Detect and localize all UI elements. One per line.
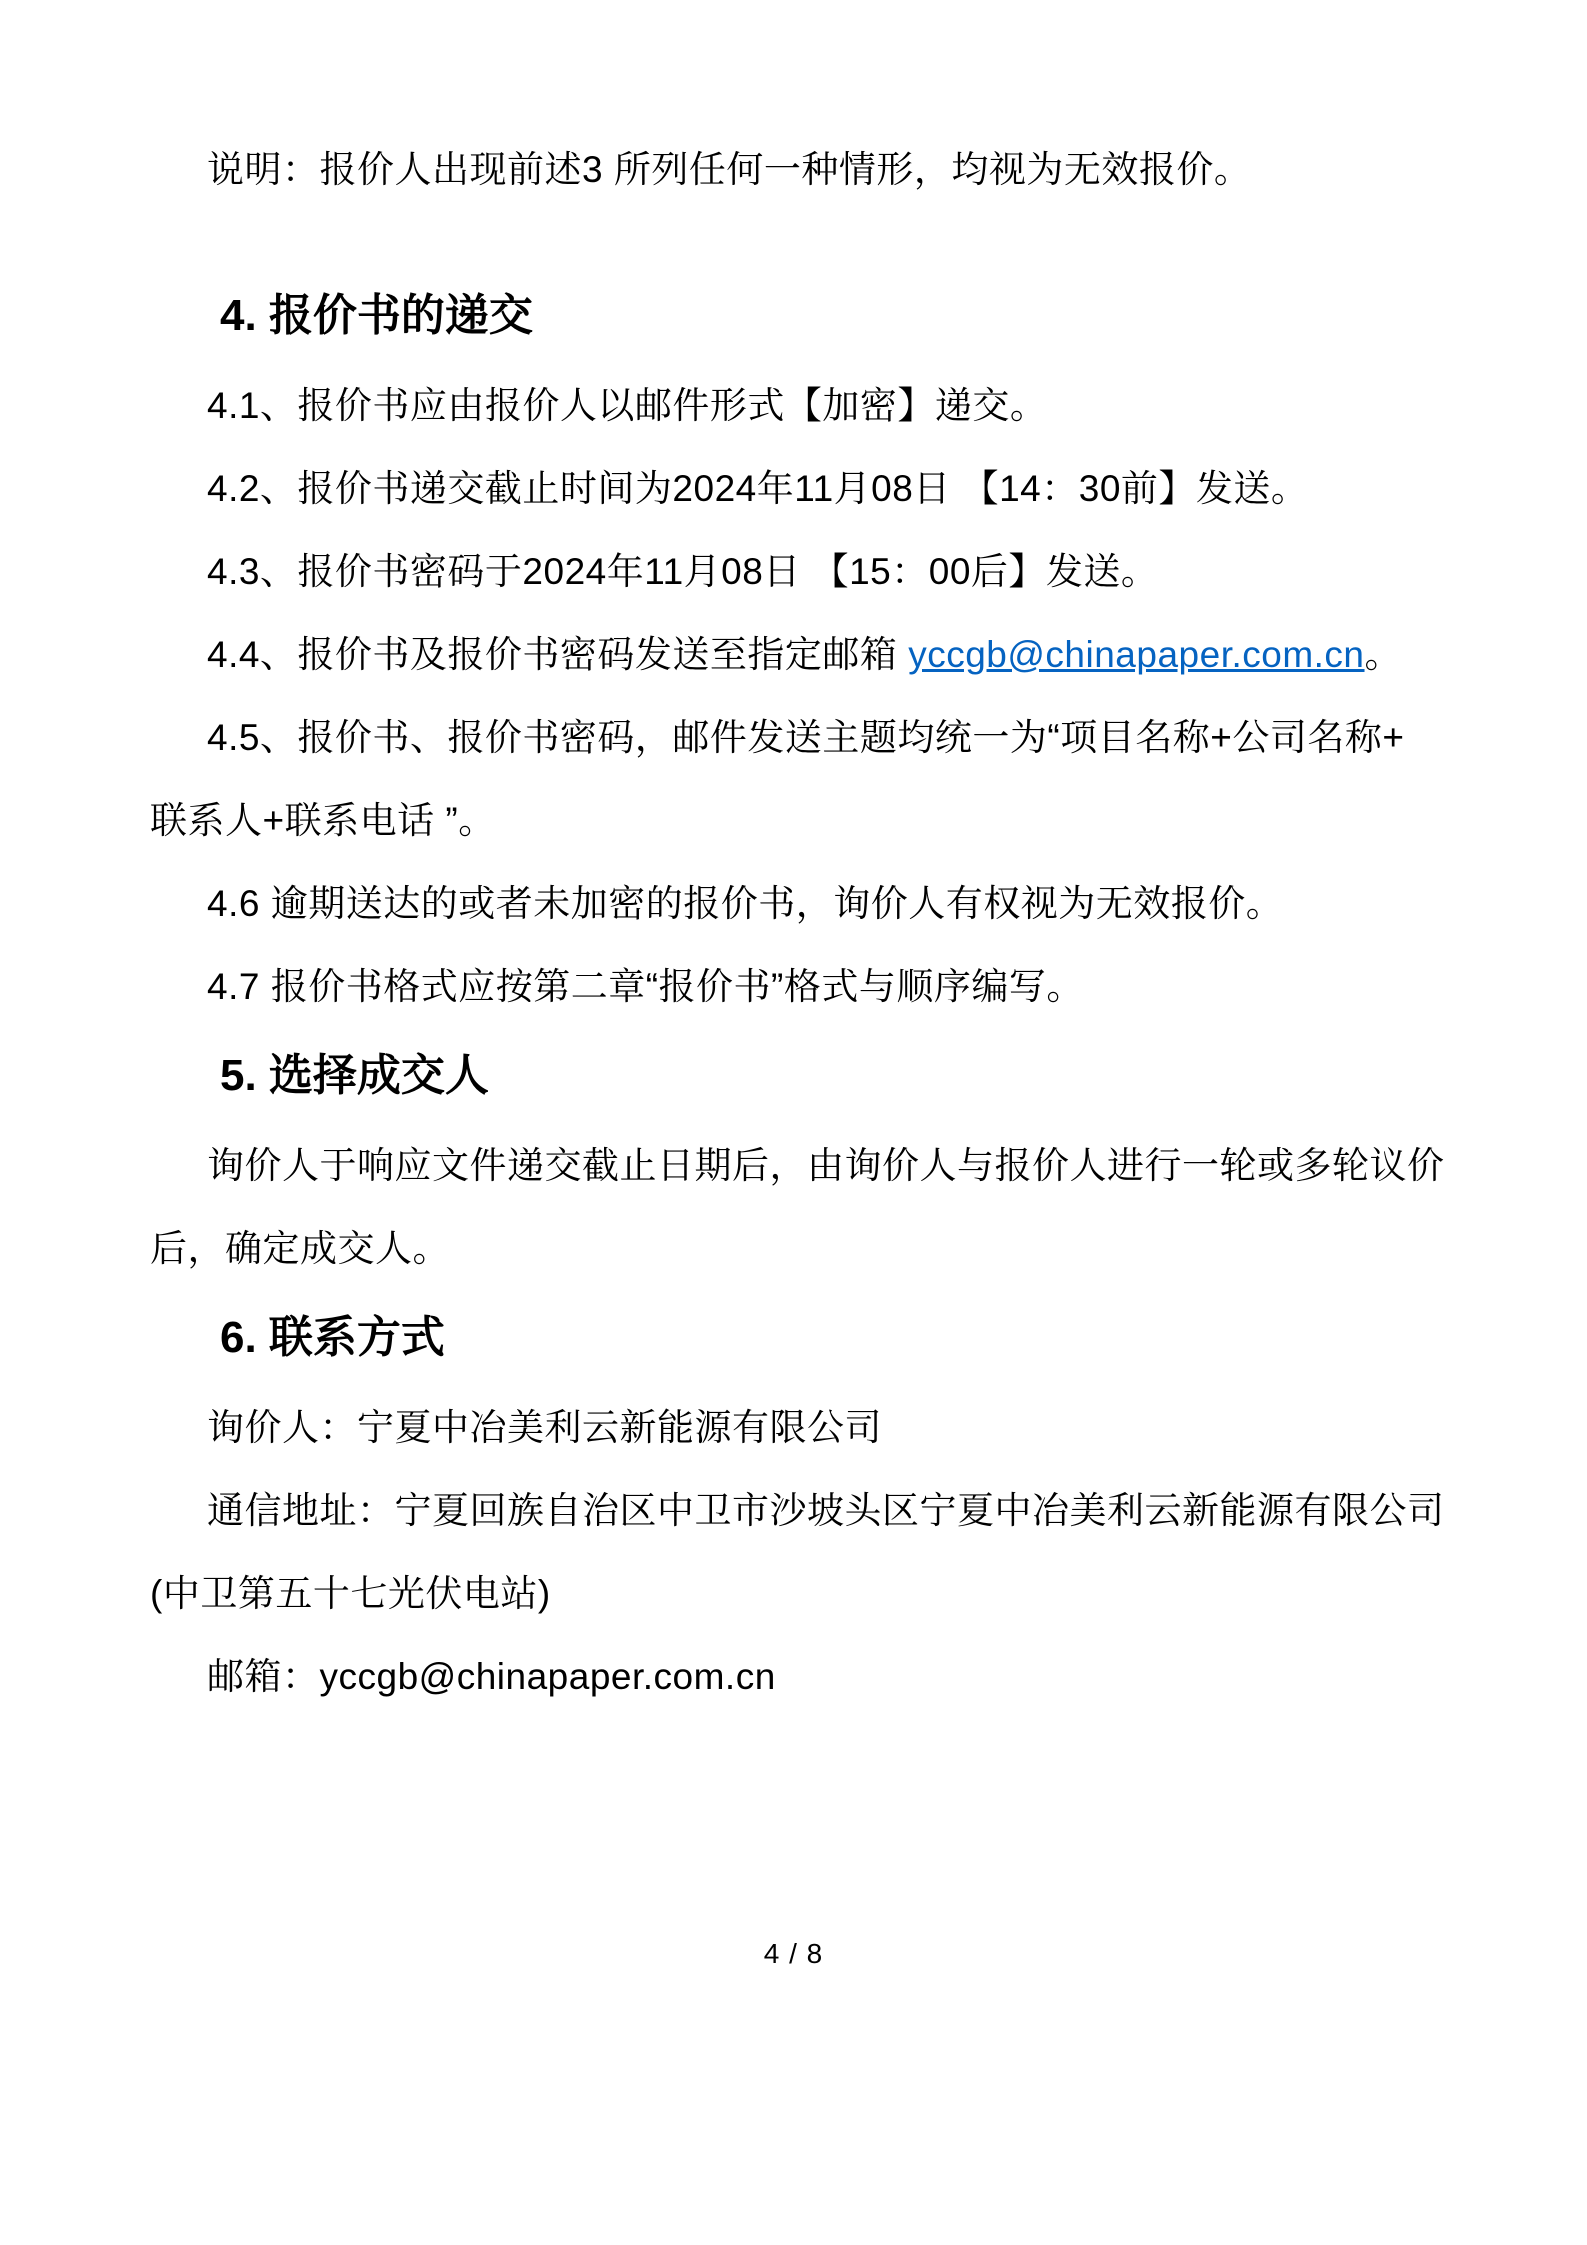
email-link[interactable]: yccgb@chinapaper.com.cn bbox=[908, 634, 1365, 675]
section-5-body-line2: 后，确定成交人。 bbox=[150, 1228, 450, 1269]
item-4-4 bbox=[150, 613, 1437, 696]
item-4-7: 4.7 报价书格式应按第二章“报价书”格式与顺序编写。 bbox=[207, 966, 1084, 1007]
document-body bbox=[150, 128, 1445, 1718]
item-4-1: 4.1、报价书应由报价人以邮件形式【加密】递交。 bbox=[207, 385, 1048, 426]
section-6-heading: 6. 联系方式 bbox=[220, 1313, 445, 1362]
email-line: 邮箱：yccgb@chinapaper.com.cn bbox=[207, 1656, 776, 1697]
section-4-heading: 4. 报价书的递交 bbox=[220, 291, 533, 340]
item-4-4-text: 4.4、报价书及报价书密码发送至指定邮箱 bbox=[207, 634, 909, 675]
section-5-body-line1: 询价人于响应文件递交截止日期后，由询价人与报价人进行一轮或多轮议价 bbox=[207, 1145, 1445, 1186]
item-4-6: 4.6 逾期送达的或者未加密的报价书，询价人有权视为无效报价。 bbox=[207, 883, 1284, 924]
item-4-4-period: 。 bbox=[1364, 634, 1403, 675]
inquirer-line: 询价人：宁夏中冶美利云新能源有限公司 bbox=[207, 1407, 882, 1448]
item-4-3: 4.3、报价书密码于2024年11月08日 【15：00后】发送。 bbox=[207, 551, 1159, 592]
section-5-heading: 5. 选择成交人 bbox=[220, 1051, 489, 1100]
item-4-2: 4.2、报价书递交截止时间为2024年11月08日 【14：30前】发送。 bbox=[207, 468, 1309, 509]
address-line2: (中卫第五十七光伏电站) bbox=[150, 1573, 551, 1614]
page-number: 4 / 8 bbox=[763, 1938, 824, 1969]
item-4-5-line1: 4.5、报价书、报价书密码，邮件发送主题均统一为“项目名称+公司名称+ bbox=[207, 717, 1405, 758]
note-line: 说明：报价人出现前述3 所列任何一种情形，均视为无效报价。 bbox=[207, 149, 1252, 190]
item-4-5-line2: 联系人+联系电话 ”。 bbox=[150, 800, 496, 841]
address-line1: 通信地址：宁夏回族自治区中卫市沙坡头区宁夏中冶美利云新能源有限公司 bbox=[207, 1490, 1445, 1531]
